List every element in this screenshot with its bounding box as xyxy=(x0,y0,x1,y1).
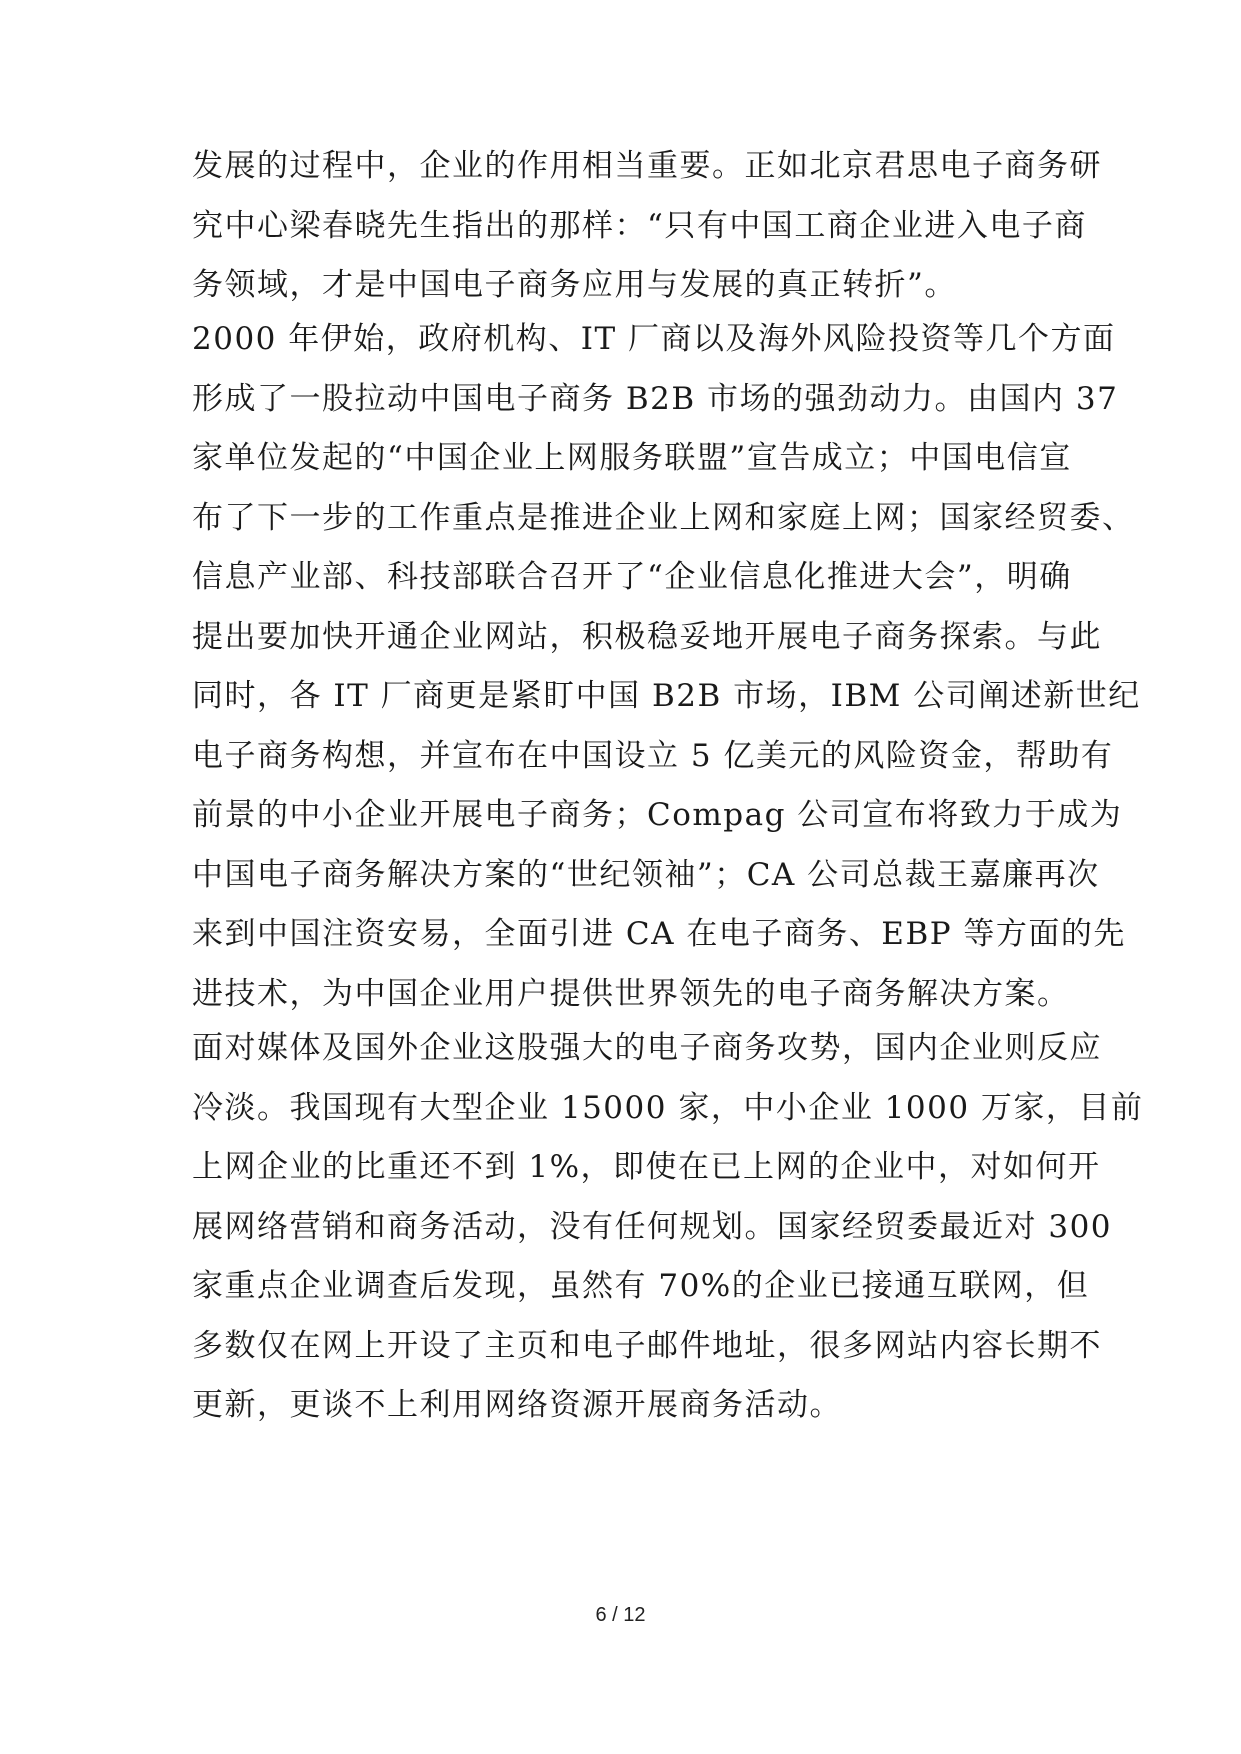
text-line: 同时，各 IT 厂商更是紧盯中国 B2B 市场，IBM 公司阐述新世纪 xyxy=(192,678,1141,714)
text-line: 发展的过程中，企业的作用相当重要。正如北京君思电子商务研 xyxy=(192,148,1102,184)
text-line: 展网络营销和商务活动，没有任何规划。国家经贸委最近对 300 xyxy=(192,1209,1113,1245)
text-line: 前景的中小企业开展电子商务；Compag 公司宣布将致力于成为 xyxy=(192,797,1123,833)
text-line: 2000 年伊始，政府机构、IT 厂商以及海外风险投资等几个方面 xyxy=(192,321,1116,357)
text-line: 更新，更谈不上利用网络资源开展商务活动。 xyxy=(192,1387,842,1423)
text-line: 究中心梁春晓先生指出的那样：“只有中国工商企业进入电子商 xyxy=(192,208,1087,244)
text-line: 中国电子商务解决方案的“世纪领袖”；CA 公司总裁王嘉廉再次 xyxy=(192,857,1100,893)
text-line: 家重点企业调查后发现，虽然有 70%的企业已接通互联网，但 xyxy=(192,1268,1090,1304)
text-line: 信息产业部、科技部联合召开了“企业信息化推进大会”，明确 xyxy=(192,559,1072,595)
text-line: 进技术，为中国企业用户提供世界领先的电子商务解决方案。 xyxy=(192,976,1070,1012)
text-line: 上网企业的比重还不到 1%，即使在已上网的企业中，对如何开 xyxy=(192,1149,1101,1185)
text-line: 务领域，才是中国电子商务应用与发展的真正转折”。 xyxy=(192,267,957,303)
text-line: 电子商务构想，并宣布在中国设立 5 亿美元的风险资金，帮助有 xyxy=(192,738,1114,774)
text-line: 提出要加快开通企业网站，积极稳妥地开展电子商务探索。与此 xyxy=(192,619,1102,655)
text-line: 形成了一股拉动中国电子商务 B2B 市场的强劲动力。由国内 37 xyxy=(192,381,1119,417)
text-line: 面对媒体及国外企业这股强大的电子商务攻势，国内企业则反应 xyxy=(192,1030,1102,1066)
page-number: 6 / 12 xyxy=(595,1604,646,1626)
text-line: 家单位发起的“中国企业上网服务联盟”宣告成立；中国电信宣 xyxy=(192,440,1072,476)
text-line: 多数仅在网上开设了主页和电子邮件地址，很多网站内容长期不 xyxy=(192,1328,1102,1364)
text-line: 来到中国注资安易，全面引进 CA 在电子商务、EBP 等方面的先 xyxy=(192,916,1126,952)
text-line: 布了下一步的工作重点是推进企业上网和家庭上网；国家经贸委、 xyxy=(192,500,1135,536)
text-line: 冷淡。我国现有大型企业 15000 家，中小企业 1000 万家，目前 xyxy=(192,1090,1144,1126)
